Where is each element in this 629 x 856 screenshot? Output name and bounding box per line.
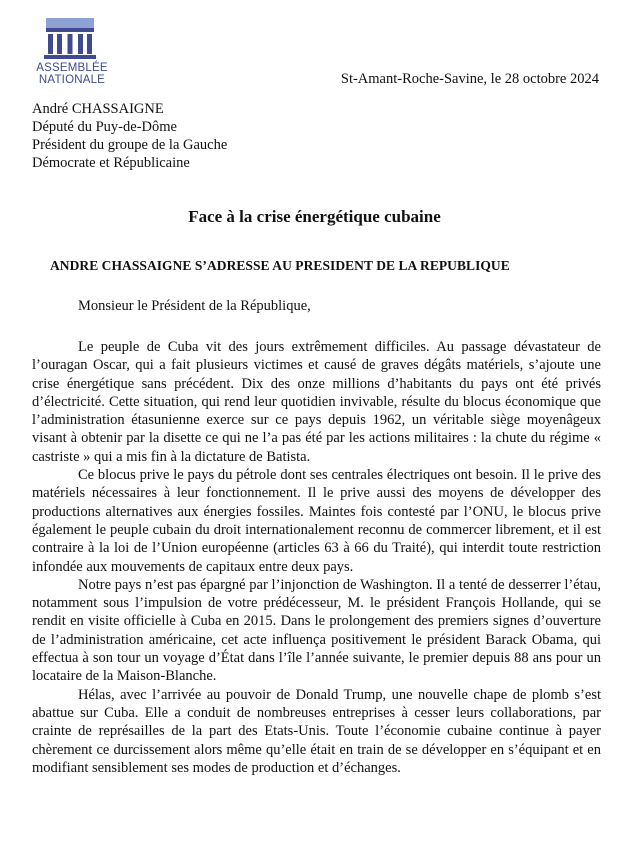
sender-role-group-cont: Démocrate et Républicaine — [32, 155, 190, 171]
salutation: Monsieur le Président de la République, — [78, 298, 311, 314]
assemblee-nationale-logo — [30, 18, 114, 88]
body-paragraph: Le peuple de Cuba vit des jours extrêmement difficiles. Au passage dévastateur de l’ouragan Oscar, qui a fait plusieurs victimes et causé de graves dégâts matériels, s’ajoute une crise énergétique sans précédent. Dix des onze millions d’habitants du pays ont été privés d’électricité. Cette situation, qui rend leur quotidien invivable, résulte du blocus économique que l’administration étasunienne exerce sur ce pays depuis 1962, un véritable siège moyenâgeux visant à obtenir par la disette ce qui ne l’a pas été par les actions militaires : la chute du régime « castriste » qui a mis fin à la dictature de Batista. — [32, 339, 601, 465]
place-and-date: St-Amant-Roche-Savine, le 28 octobre 2024 — [340, 71, 599, 87]
body-paragraph: Ce blocus prive le pays du pétrole dont ses centrales électriques ont besoin. Il le prive des matériels nécessaires à leur fonctionnement. Il le prive aussi des moyens de développer des productions alternatives aux énergies fossiles. Maintes fois contesté par l’ONU, le blocus prive également le peuple cubain du droit internationalement reconnu de commercer librement, et il est contraire à la loi de l’Union européenne (articles 63 à 66 du Traité), qui interdit toute restriction infondée aux mouvements de capitaux entre deux pays. — [32, 467, 601, 575]
sender-block — [32, 100, 227, 172]
letter-title: Face à la crise énergétique cubaine — [188, 207, 441, 226]
letter-subtitle: ANDRE CHASSAIGNE S’ADRESSE AU PRESIDENT DE LA REPUBLIQUE — [50, 258, 510, 273]
logo-wordmark: ASSEMBLÉE NATIONALE — [36, 62, 108, 86]
sender-name: André CHASSAIGNE — [32, 101, 164, 117]
letter-body — [32, 338, 601, 777]
body-paragraph: Notre pays n’est pas épargné par l’injonction de Washington. Il a tenté de desserrer l’étau, notamment sous l’impulsion de votre prédécesseur, M. le président François Hollande, qui se rendit en visite officielle à Cuba en 2015. Dans le prolongement des premiers signes d’ouverture de l’administration américaine, cet acte influença positivement le président Barack Obama, qui effectua à son tour un voyage d’État dans l’île l’année suivante, le premier depuis 88 ans pour un locataire de la Maison-Blanche. — [32, 576, 601, 685]
sender-role-group: Président du groupe de la Gauche — [32, 137, 228, 153]
hemicycle-logo-icon — [40, 18, 100, 62]
body-paragraph: Hélas, avec l’arrivée au pouvoir de Donald Trump, une nouvelle chape de plomb s’est abattue sur Cuba. Elle a conduit de nombreuses entreprises à cesser leurs collaborations, par crainte de représailles de la part des Etats-Unis. Toute l’économie cubaine continue à payer chèrement ce durcissement alors même qu’elle était en train de se développer en s’équipant et en modifiant sensiblement ses modes de production et d’échanges. — [32, 686, 601, 776]
sender-role-deputy: Député du Puy-de-Dôme — [32, 119, 177, 135]
